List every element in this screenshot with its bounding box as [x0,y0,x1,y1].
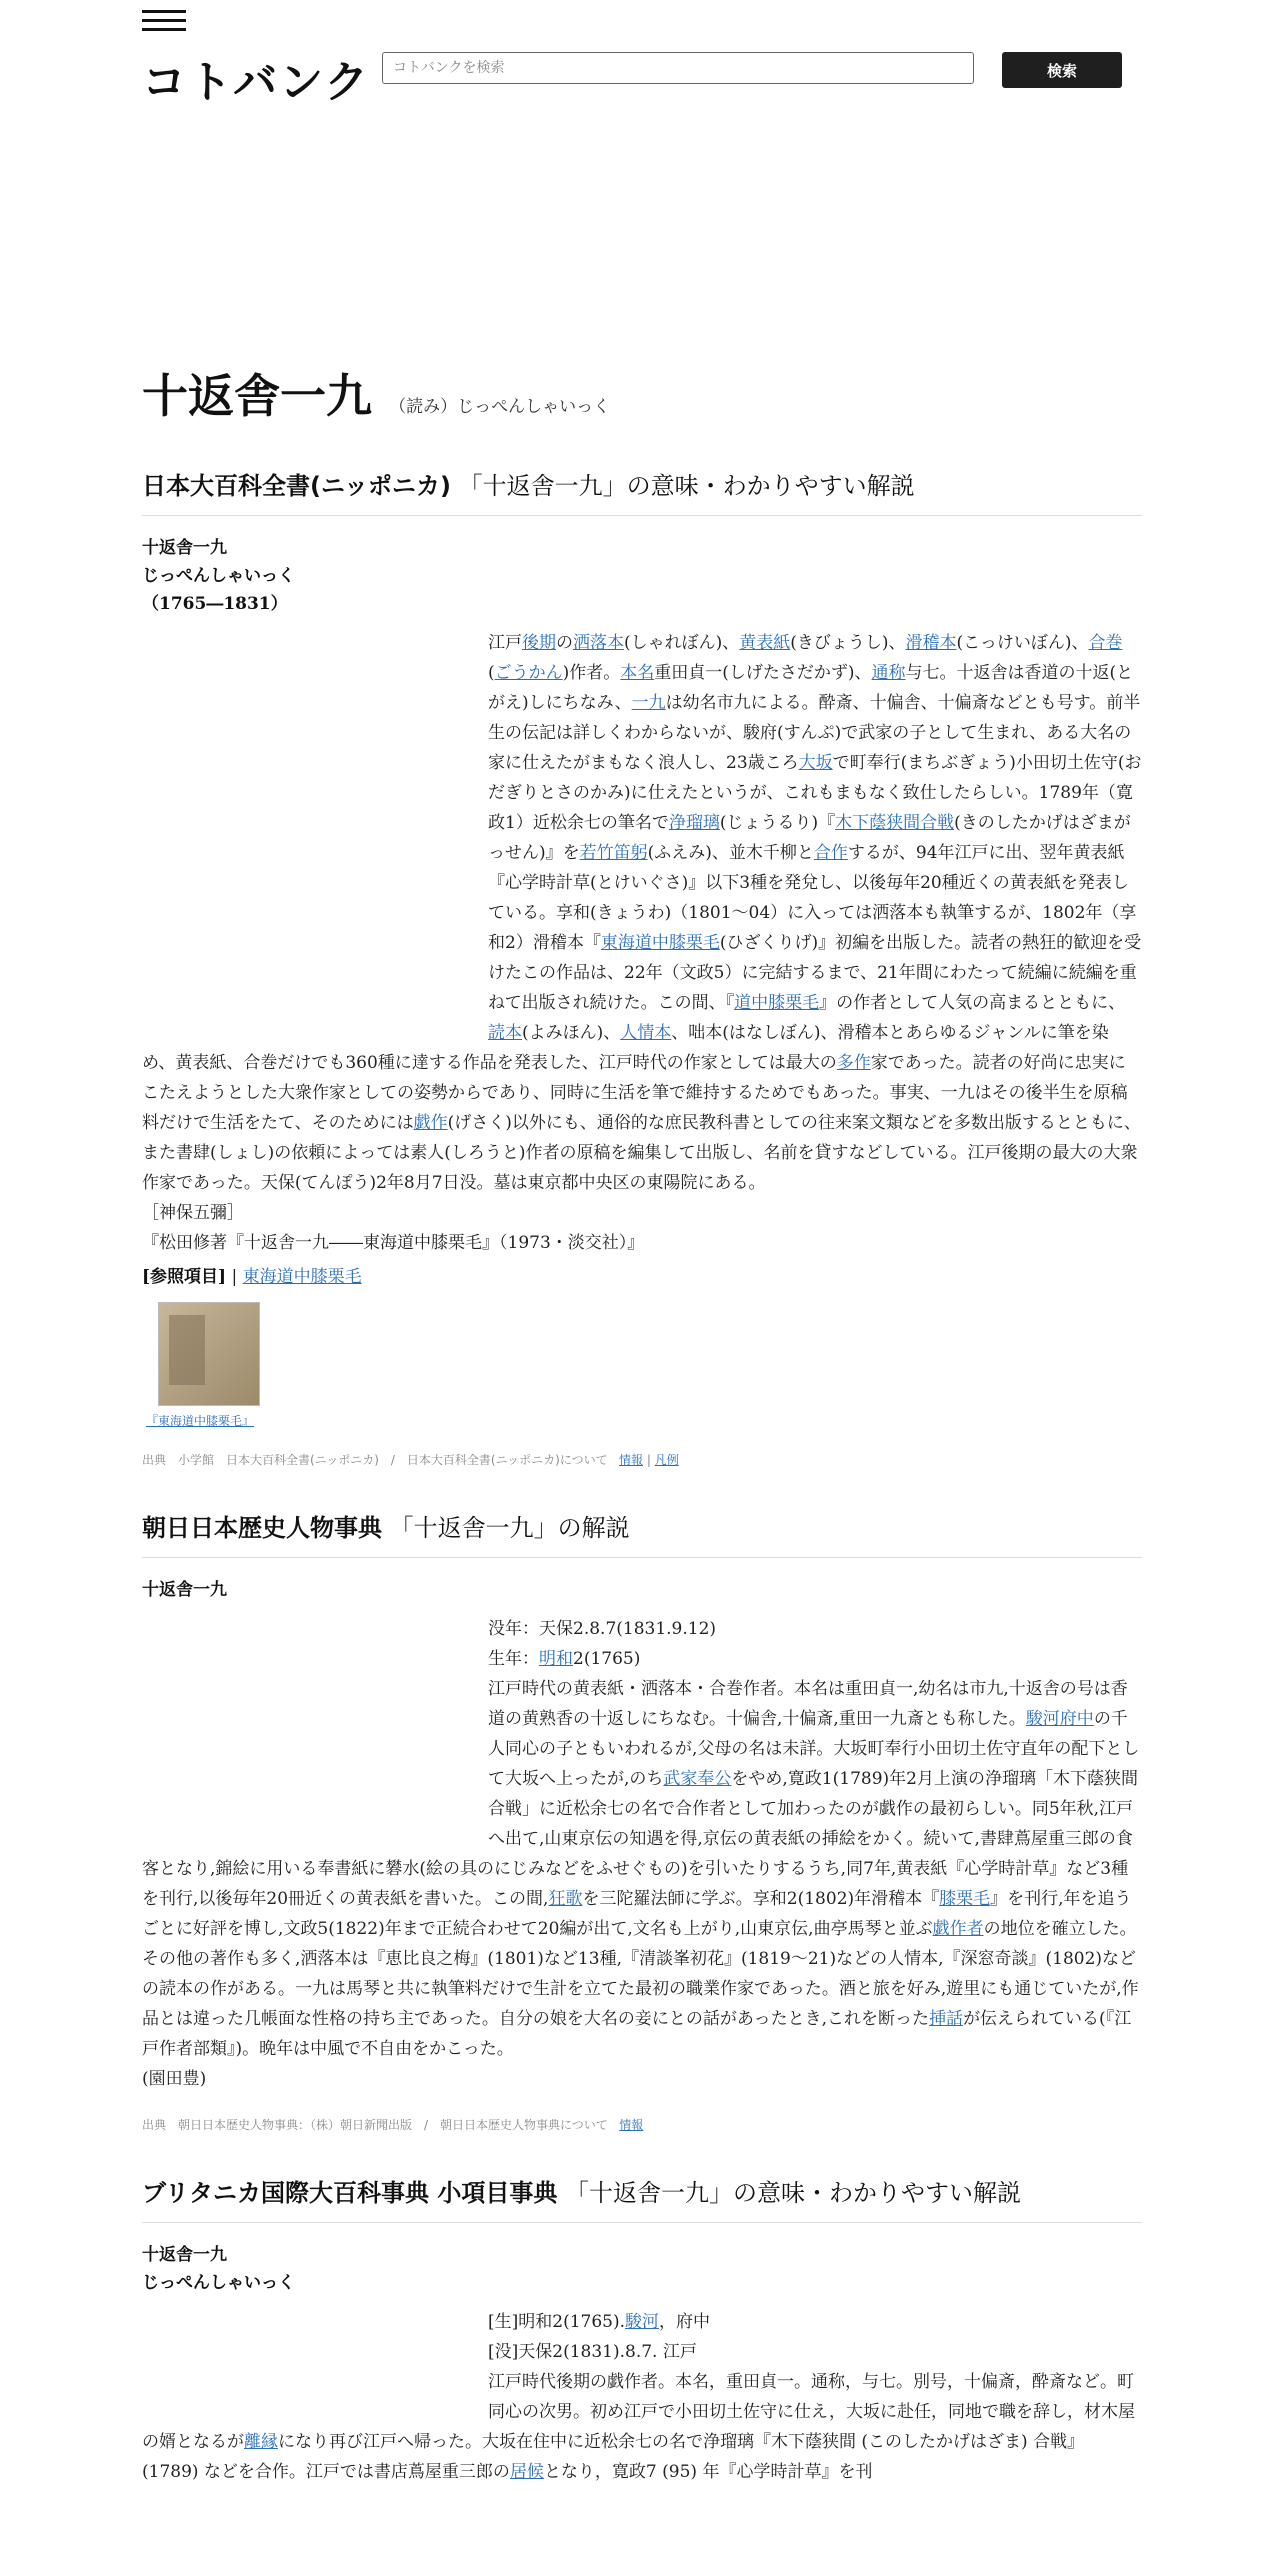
entry-body: [生]明和2(1765).駿河，府中 [没]天保2(1831).8.7. 江戸 江戸時代後期の戯作者。本名，重田貞一。通称，与七。別号，十偏斎，酔斎など。町同心の次男。初め江戸で小田切土佐守に仕え，大坂に赴任，同地で職を辞し，材木屋の婿となるが離縁になり再び江戸へ帰った。大坂在住中に近松余七の名で浄瑠璃『木下蔭狭間 (このしたかげはざま) 合戦』 (1789) などを合作。江戸では書店蔦屋重三郎の居候となり，寛政7 (95) 年『心学時計草』を刊 [142,2312,1136,2482]
bibliography: 『松田修著『十返舎一九――東海道中膝栗毛』（1973・淡交社）』 [142,1233,645,1253]
ad-area [142,100,1142,360]
entry-heading: 十返舎一九 じっぺんしゃいっく （1765―1831） [142,538,295,614]
info-link[interactable]: 情報 [619,1453,644,1467]
legend-link[interactable]: 凡例 [654,1453,679,1467]
site-logo[interactable]: コトバンク [142,57,371,108]
entry-author: ［神保五彌］ [142,1203,244,1223]
entry-body: 江戸後期の洒落本(しゃれぼん)、黄表紙(きびょうし)、滑稽本(こっけいぼん)、合巻(ごうかん)作者。本名重田貞一(しげたさだかず)、通称与七。十返舎は香道の十返(とがえ)しにちなみ、一九は幼名市九による。酔斎、十偏舎、十偏斎などとも号す。前半生の伝記は詳しくわからないが、駿府(すんぷ)で武家の子として生まれ、ある大名の家に仕えたがまもなく浪人し、23歳ころ大坂で町奉行(まちぶぎょう)小田切土佐守(おだぎりとさのかみ)に仕えたというが、これもまもなく致仕したらしい。1789年（寛政1）近松余七の筆名で浄瑠璃(じょうるり)『木下蔭狭間合戦(きのしたかげはざまがっせん)』を若竹笛躬(ふえみ)、並木千柳と合作するが、94年江戸に出、翌年黄表紙『心学時計草(とけいぐさ)』以下3種を発兌し、以後毎年20種近くの黄表紙を発表している。享和(きょうわ)（1801～04）に入っては洒落本も執筆するが、1802年（享和2）滑稽本『東海道中膝栗毛(ひざくりげ)』初編を出版した。読者の熱狂的歓迎を受けたこの作品は、22年（文政5）に完結するまで、21年間にわたって続編に続編を重ねて出版され続けた。この間、『道中膝栗毛』の作者として人気の高まるとともに、読本(よみほん)、人情本、咄本(はなしぼん)、滑稽本とあらゆるジャンルに筆を染め、黄表紙、合巻だけでも360種に達する作品を発表した、江戸時代の作家としては最大の多作家であった。読者の好尚に忠実にこたえようとした大衆作家としての姿勢からであり、同時に生活を筆で維持するためでもあった。事実、一九はその後半生を原稿料だけで生活をたて、そのためには戯作(げさく)以外にも、通俗的な庶民教科書としての往来案文類などを多数出版するとともに、また書肆(しょし)の依頼によっては素人(しろうと)作者の原稿を編集して出版し、名前を貸すなどしている。江戸後期の最大の大衆作家であった。天保(てんぽう)2年8月7日没。墓は東京都中央区の東陽院にある。 [142,633,1142,1193]
section-nipponica [142,466,1142,1468]
title-row [142,360,1142,426]
section-heading: 日本大百科全書(ニッポニカ) 「十返舎一九」の意味・わかりやすい解説 [142,466,1142,516]
entry-heading: 十返舎一九 じっぺんしゃいっく [142,2245,295,2293]
source-line: 出典 小学館 日本大百科全書(ニッポニカ) / 日本大百科全書(ニッポニカ)について 情報 | 凡例 [142,1453,679,1467]
search-button[interactable]: 検索 [1002,52,1122,88]
section-britannica [142,2173,1142,2487]
section-heading: ブリタニカ国際大百科事典 小項目事典 「十返舎一九」の意味・わかりやすい解説 [142,2173,1142,2223]
reference-items: [参照項目] | 東海道中膝栗毛 [142,1267,362,1287]
thumbnail-caption[interactable]: 『東海道中膝栗毛』 [146,1414,255,1428]
search-input[interactable] [382,52,974,84]
entry-author: (園田豊) [142,2069,207,2089]
page-reading: （読み）じっぺんしゃいっく [389,397,611,417]
entry-body: 没年：天保2.8.7(1831.9.12) 生年：明和2(1765) 江戸時代の黄表紙・洒落本・合巻作者。本名は重田貞一,幼名は市九,十返舎の号は香道の黄熟香の十返しにちなむ。十偏舎,十偏斎,重田一九斎とも称した。駿河府中の千人同心の子ともいわれるが,父母の名は未詳。大坂町奉行小田切土佐守直年の配下として大坂へ上ったが,のち武家奉公をやめ,寛政1(1789)年2月上演の浄瑠璃「木下蔭狭間合戦」に近松余七の名で合作者として加わったのが戯作の最初らしい。同5年秋,江戸へ出て,山東京伝の知遇を得,京伝の黄表紙の挿絵をかく。続いて,書肆蔦屋重三郎の食客となり,錦絵に用いる奉書紙に礬水(絵の具のにじみなどをふせぐもの)を引いたりするうち,同7年,黄表紙『心学時計草』など3種を刊行,以後毎年20冊近くの黄表紙を書いた。この間,狂歌を三陀羅法師に学ぶ。享和2(1802)年滑稽本『膝栗毛』を刊行,年を追うごとに好評を博し,文政5(1822)年まで正続合わせて20編が出て,文名も上がり,山東京伝,曲亭馬琴と並ぶ戯作者の地位を確立した。その他の著作も多く,洒落本は『恵比良之梅』(1801)など13種,『清談峯初花』(1819～21)などの人情本,『深窓奇談』(1802)などの読本の作がある。一九は馬琴と共に執筆料だけで生計を立てた最初の職業作家であった。酒と旅を好み,遊里にも通じていたが,作品とは違った几帳面な性格の持ち主であった。自分の娘を大名の妾にとの話があったとき,これを断った挿話が伝えられている(『江戸作者部類』)。晩年は中風で不自由をかこった。 [142,1619,1140,2059]
info-link[interactable]: 情報 [619,2118,644,2132]
section-heading: 朝日日本歴史人物事典 「十返舎一九」の解説 [142,1508,1142,1558]
source-line: 出典 朝日日本歴史人物事典：（株）朝日新聞出版 / 朝日日本歴史人物事典について 情報 [142,2118,644,2132]
site-header [142,10,1142,108]
hamburger-menu-icon[interactable] [142,10,186,36]
reference-link[interactable]: 東海道中膝栗毛 [242,1267,362,1287]
section-asahi [142,1508,1142,2133]
page-title: 十返舎一九 [142,369,372,423]
page [142,0,1142,2487]
thumbnail-image[interactable] [158,1302,260,1406]
entry-heading: 十返舎一九 [142,1580,227,1600]
